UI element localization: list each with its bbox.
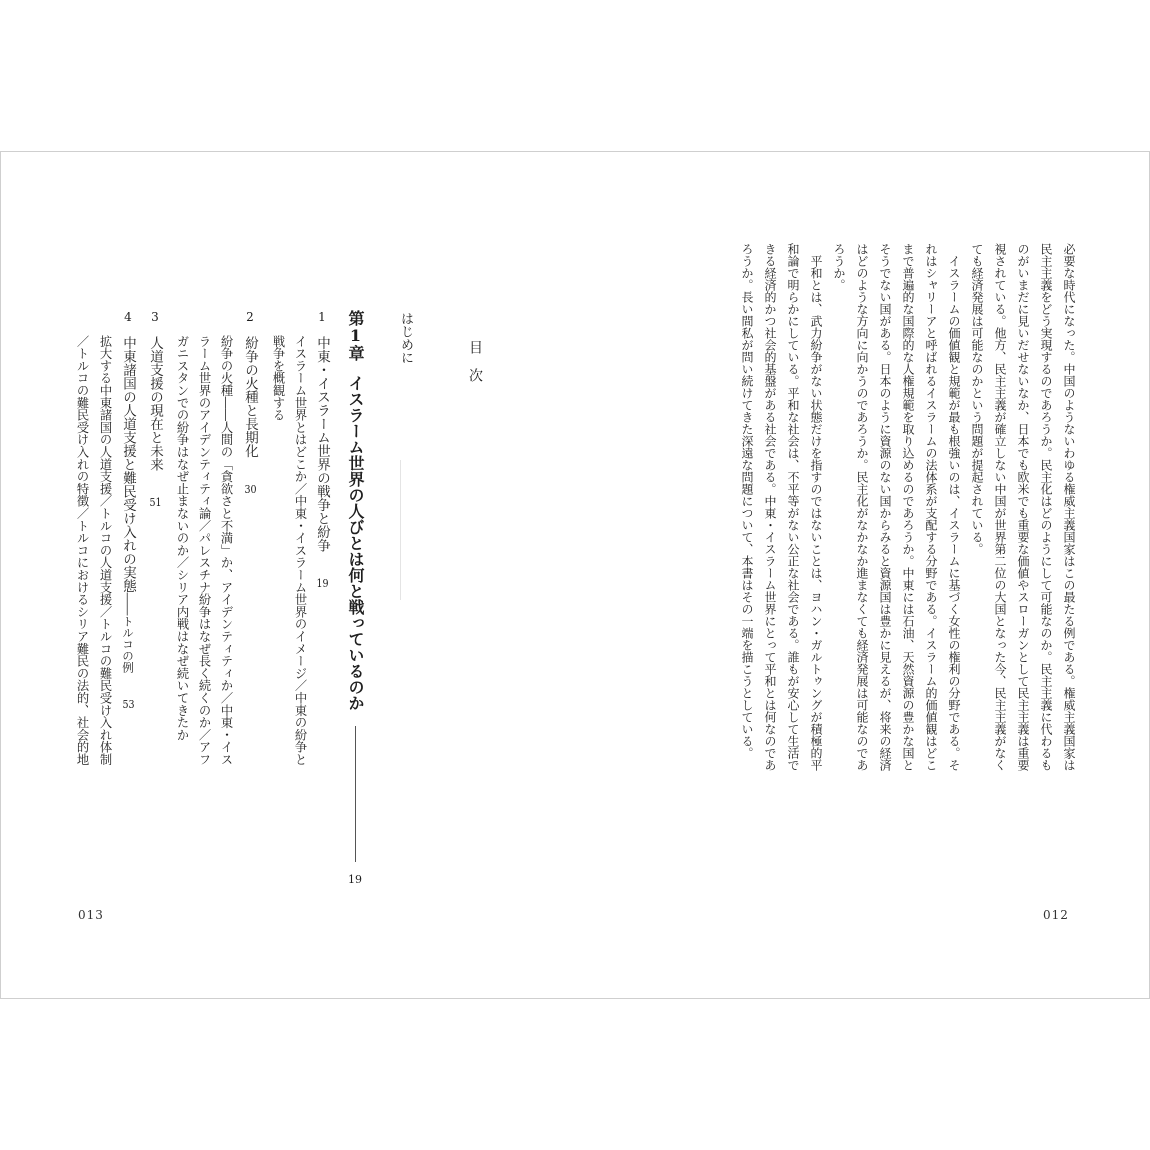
chapter-leader-line — [355, 726, 356, 862]
chapter-label: 第1章 — [346, 310, 365, 361]
body-line: ろうか。長い間私が問い続けてきた深遠な問題について、本書はその一端を描こうとしている。 — [740, 243, 754, 759]
chapter-title: イスラーム世界の人びとは何と戦っているのか — [346, 375, 365, 711]
chapter-page-number: 19 — [348, 873, 362, 886]
toc-section-1 — [314, 310, 330, 589]
toc-intro-entry: はじめに — [398, 312, 413, 364]
toc-section-2 — [242, 310, 258, 495]
toc-section-4 — [120, 310, 136, 710]
section-page-number: 53 — [122, 699, 135, 710]
body-line: まで普遍的な国際的な人権規範を取り込めるのであろうか。中東には石油、天然資源の豊かな国と — [901, 243, 915, 771]
body-line: ろうか。 — [832, 243, 846, 291]
body-text-block — [735, 243, 1080, 773]
section-topics-line: ラーム世界のアイデンティティ論／パレスチナ紛争はなぜ長く続くのか／アフ — [197, 335, 211, 766]
body-line: そうでない国がある。日本のように資源のない国からみると資源国は豊かに見えるが、将来の経済 — [878, 243, 892, 771]
body-line: イスラームの価値観と規範が最も根強いのは、イスラームに基づく女性の権利の分野である。そ — [947, 243, 961, 771]
body-line: 民主主義をどう実現するのであろうか。民主化はどのようにして可能なのか。民主主義に代わるも — [1039, 243, 1053, 771]
body-line: 和論で明らかにしている。平和な社会は、不平等がない公正な社会である。誰もが安心して生活で — [786, 243, 800, 771]
section-page-number: 19 — [316, 578, 329, 589]
section-topics-line: ガニスタンでの紛争はなぜ止まないのか／シリア内戦はなぜ続いてきたか — [175, 335, 189, 741]
body-line: 必要な時代になった。中国のようないわゆる権威主義国家はこの最たる例である。権威主義国家は — [1062, 243, 1076, 771]
section-topics-line: 戦争を概観する — [271, 335, 285, 422]
section-number: 1 — [315, 310, 329, 324]
left-page-number: 013 — [78, 908, 104, 922]
section-topics-line: ／トルコの難民受け入れの特徴／トルコにおけるシリア難民の法的、社会的地 — [75, 335, 89, 766]
body-line: れはシャリーアと呼ばれるイスラームの法体系が支配する分野である。イスラーム的価値観はどこ — [924, 243, 938, 771]
body-line: ても経済発展は可能なのかという問題が提起されている。 — [970, 243, 984, 555]
section-title: 中東諸国の人道支援と難民受け入れの実態 — [120, 336, 136, 593]
section-topics-line: 拡大する中東諸国の人道支援／トルコの人道支援／トルコの難民受け入れ体制 — [98, 335, 112, 766]
body-line: 平和とは、武力紛争がない状態だけを指すのではないことは、ヨハン・ガルトゥングが積極的平 — [809, 243, 823, 771]
section-page-number: 51 — [149, 497, 162, 508]
section-title: 人道支援の現在と未来 — [147, 336, 163, 471]
toc-section-3 — [147, 310, 163, 508]
toc-intro-leader-line — [400, 460, 401, 600]
body-line: 視されている。他方、民主主義が確立しない中国が世界第二位の大国となった今、民主主義がなく — [993, 243, 1007, 771]
toc-heading: 目 次 — [467, 340, 483, 382]
body-line: のがいまだに見いだせないなか、日本でも欧米でも重要な価値やスローガンとして民主主義は重要 — [1016, 243, 1030, 771]
section-subtitle: ――トルコの例 — [121, 592, 135, 673]
section-topics-line: 紛争の火種――人間の「貪欲さと不満」か、アイデンティティか／中東・イス — [219, 335, 233, 766]
toc-chapter-entry — [346, 310, 364, 711]
right-page-number: 012 — [1043, 908, 1069, 922]
section-page-number: 30 — [244, 483, 257, 495]
section-title: 紛争の火種と長期化 — [242, 336, 258, 458]
section-number: 3 — [148, 310, 162, 324]
section-topics-line: イスラーム世界とはどこか／中東・イスラーム世界のイメージ／中東の紛争と — [293, 335, 307, 766]
body-line: きる経済的かつ社会的基盤がある社会である。中東・イスラーム世界にとって平和とは何なのであ — [763, 243, 777, 771]
section-number: 2 — [243, 310, 257, 324]
section-title: 中東・イスラーム世界の戦争と紛争 — [314, 336, 330, 552]
section-number: 4 — [121, 310, 135, 324]
body-line: はどのような方向に向かうのであろうか。民主化がなかなか進まなくても経済発展は可能なのであ — [855, 243, 869, 771]
